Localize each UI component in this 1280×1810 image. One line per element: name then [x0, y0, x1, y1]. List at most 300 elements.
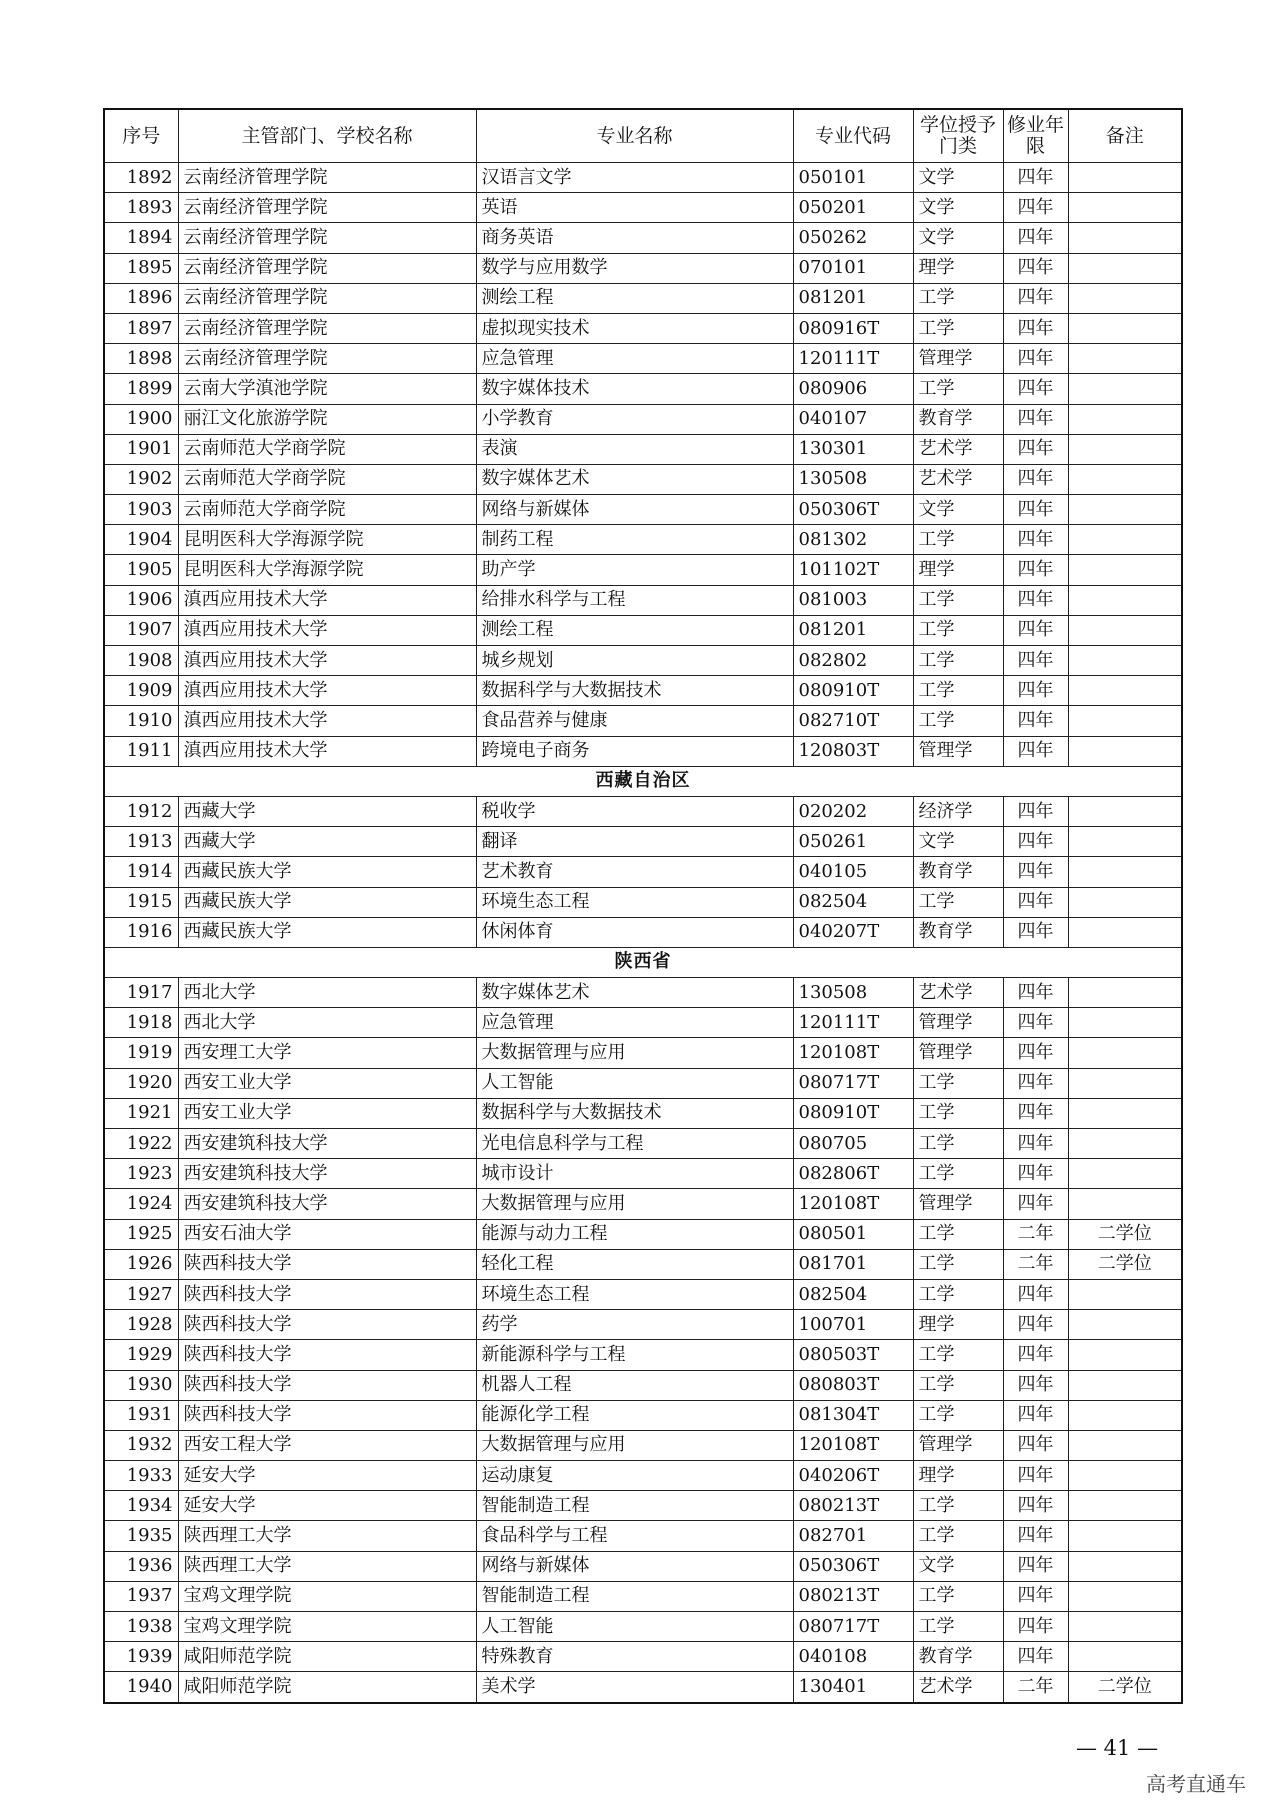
cell-years: 四年: [1003, 646, 1068, 676]
cell-school: 云南师范大学商学院: [178, 495, 476, 525]
cell-major: 大数据管理与应用: [476, 1038, 793, 1068]
cell-code: 082802: [793, 646, 913, 676]
cell-code: 081003: [793, 585, 913, 615]
cell-note: [1068, 796, 1182, 826]
cell-seq: 1895: [104, 253, 178, 283]
cell-school: 滇西应用技术大学: [178, 615, 476, 645]
cell-code: 080803T: [793, 1370, 913, 1400]
cell-code: 081701: [793, 1249, 913, 1279]
cell-school: 云南经济管理学院: [178, 344, 476, 374]
cell-note: [1068, 1279, 1182, 1309]
cell-major: 税收学: [476, 796, 793, 826]
cell-note: [1068, 223, 1182, 253]
cell-code: 040108: [793, 1642, 913, 1672]
cell-degree: 管理学: [913, 736, 1003, 766]
cell-seq: 1907: [104, 615, 178, 645]
cell-degree: 管理学: [913, 1038, 1003, 1068]
cell-major: 能源与动力工程: [476, 1219, 793, 1249]
cell-school: 滇西应用技术大学: [178, 585, 476, 615]
cell-degree: 管理学: [913, 1008, 1003, 1038]
cell-code: 120803T: [793, 736, 913, 766]
cell-note: [1068, 1129, 1182, 1159]
table-row: [104, 796, 1182, 826]
cell-seq: 1937: [104, 1581, 178, 1611]
cell-years: 四年: [1003, 555, 1068, 585]
table-row: [104, 464, 1182, 494]
table-row: [104, 978, 1182, 1008]
cell-degree: 工学: [913, 1249, 1003, 1279]
cell-degree: 经济学: [913, 796, 1003, 826]
cell-code: 040206T: [793, 1461, 913, 1491]
cell-school: 云南师范大学商学院: [178, 464, 476, 494]
cell-degree: 工学: [913, 1581, 1003, 1611]
cell-major: 数字媒体技术: [476, 374, 793, 404]
cell-note: [1068, 404, 1182, 434]
cell-school: 延安大学: [178, 1461, 476, 1491]
cell-years: 四年: [1003, 1068, 1068, 1098]
cell-major: 数据科学与大数据技术: [476, 1098, 793, 1128]
cell-major: 数学与应用数学: [476, 253, 793, 283]
cell-seq: 1927: [104, 1279, 178, 1309]
table-row: [104, 1249, 1182, 1279]
cell-note: [1068, 555, 1182, 585]
cell-seq: 1934: [104, 1491, 178, 1521]
cell-degree: 理学: [913, 253, 1003, 283]
cell-degree: 文学: [913, 495, 1003, 525]
cell-note: [1068, 464, 1182, 494]
cell-seq: 1921: [104, 1098, 178, 1128]
cell-seq: 1919: [104, 1038, 178, 1068]
cell-note: [1068, 1159, 1182, 1189]
cell-note: [1068, 1551, 1182, 1581]
section-row: [104, 947, 1182, 977]
table-row: [104, 615, 1182, 645]
cell-major: 翻译: [476, 827, 793, 857]
table-row: [104, 1491, 1182, 1521]
cell-note: [1068, 525, 1182, 555]
cell-school: 西北大学: [178, 1008, 476, 1038]
cell-major: 网络与新媒体: [476, 1551, 793, 1581]
cell-note: [1068, 615, 1182, 645]
table-row: [104, 857, 1182, 887]
cell-major: 助产学: [476, 555, 793, 585]
cell-code: 081201: [793, 283, 913, 313]
section-heading: 西藏自治区: [104, 766, 1182, 796]
cell-years: 四年: [1003, 676, 1068, 706]
cell-major: 城乡规划: [476, 646, 793, 676]
cell-seq: 1898: [104, 344, 178, 374]
cell-years: 四年: [1003, 495, 1068, 525]
cell-years: 四年: [1003, 1098, 1068, 1128]
cell-school: 陕西科技大学: [178, 1249, 476, 1279]
cell-years: 四年: [1003, 1400, 1068, 1430]
header-school: 主管部门、学校名称: [178, 109, 476, 163]
cell-degree: 教育学: [913, 917, 1003, 947]
cell-seq: 1905: [104, 555, 178, 585]
cell-note: [1068, 917, 1182, 947]
cell-school: 陕西科技大学: [178, 1400, 476, 1430]
cell-degree: 工学: [913, 585, 1003, 615]
cell-seq: 1897: [104, 313, 178, 343]
cell-code: 080705: [793, 1129, 913, 1159]
cell-degree: 工学: [913, 1370, 1003, 1400]
cell-code: 050306T: [793, 1551, 913, 1581]
cell-note: [1068, 1430, 1182, 1460]
cell-years: 四年: [1003, 163, 1068, 193]
cell-major: 应急管理: [476, 1008, 793, 1038]
cell-major: 环境生态工程: [476, 887, 793, 917]
cell-degree: 工学: [913, 1098, 1003, 1128]
cell-years: 四年: [1003, 1129, 1068, 1159]
cell-major: 城市设计: [476, 1159, 793, 1189]
cell-major: 人工智能: [476, 1612, 793, 1642]
table-row: [104, 344, 1182, 374]
cell-code: 040107: [793, 404, 913, 434]
cell-degree: 工学: [913, 283, 1003, 313]
header-seq: 序号: [104, 109, 178, 163]
cell-years: 四年: [1003, 525, 1068, 555]
cell-degree: 工学: [913, 1068, 1003, 1098]
cell-note: [1068, 313, 1182, 343]
cell-note: [1068, 1370, 1182, 1400]
cell-seq: 1912: [104, 796, 178, 826]
table-row: [104, 646, 1182, 676]
cell-code: 050306T: [793, 495, 913, 525]
cell-school: 西安建筑科技大学: [178, 1189, 476, 1219]
table-row: [104, 313, 1182, 343]
cell-years: 四年: [1003, 1038, 1068, 1068]
table-row: [104, 1219, 1182, 1249]
cell-school: 滇西应用技术大学: [178, 646, 476, 676]
header-years: 修业年限: [1003, 109, 1068, 163]
table-row: [104, 1612, 1182, 1642]
cell-degree: 工学: [913, 676, 1003, 706]
cell-code: 080910T: [793, 1098, 913, 1128]
cell-school: 云南经济管理学院: [178, 223, 476, 253]
cell-degree: 工学: [913, 1491, 1003, 1521]
cell-school: 宝鸡文理学院: [178, 1612, 476, 1642]
cell-school: 昆明医科大学海源学院: [178, 555, 476, 585]
page-number: — 41 —: [1076, 1736, 1159, 1760]
cell-code: 050261: [793, 827, 913, 857]
cell-school: 西藏民族大学: [178, 887, 476, 917]
section-heading: 陕西省: [104, 947, 1182, 977]
watermark: 高考直通车: [1146, 1772, 1246, 1796]
cell-years: 四年: [1003, 1612, 1068, 1642]
table-row: [104, 1370, 1182, 1400]
table-row: [104, 1430, 1182, 1460]
cell-note: [1068, 374, 1182, 404]
cell-code: 081304T: [793, 1400, 913, 1430]
cell-code: 040207T: [793, 917, 913, 947]
cell-code: 100701: [793, 1310, 913, 1340]
cell-major: 药学: [476, 1310, 793, 1340]
cell-school: 丽江文化旅游学院: [178, 404, 476, 434]
cell-years: 四年: [1003, 736, 1068, 766]
cell-seq: 1920: [104, 1068, 178, 1098]
cell-note: [1068, 585, 1182, 615]
cell-seq: 1935: [104, 1521, 178, 1551]
cell-note: [1068, 827, 1182, 857]
cell-years: 四年: [1003, 887, 1068, 917]
cell-code: 040105: [793, 857, 913, 887]
cell-degree: 工学: [913, 1400, 1003, 1430]
cell-years: 四年: [1003, 857, 1068, 887]
cell-major: 大数据管理与应用: [476, 1430, 793, 1460]
cell-degree: 管理学: [913, 1189, 1003, 1219]
cell-years: 四年: [1003, 313, 1068, 343]
cell-years: 四年: [1003, 1310, 1068, 1340]
table-row: [104, 374, 1182, 404]
cell-degree: 艺术学: [913, 1672, 1003, 1703]
cell-degree: 工学: [913, 646, 1003, 676]
cell-code: 101102T: [793, 555, 913, 585]
cell-note: [1068, 1461, 1182, 1491]
cell-school: 陕西科技大学: [178, 1340, 476, 1370]
cell-degree: 理学: [913, 555, 1003, 585]
cell-school: 陕西理工大学: [178, 1551, 476, 1581]
cell-degree: 工学: [913, 525, 1003, 555]
cell-degree: 工学: [913, 1521, 1003, 1551]
cell-degree: 文学: [913, 1551, 1003, 1581]
cell-years: 四年: [1003, 344, 1068, 374]
cell-major: 测绘工程: [476, 615, 793, 645]
cell-school: 陕西科技大学: [178, 1279, 476, 1309]
header-code: 专业代码: [793, 109, 913, 163]
cell-degree: 工学: [913, 887, 1003, 917]
cell-code: 080213T: [793, 1491, 913, 1521]
cell-note: 二学位: [1068, 1672, 1182, 1703]
cell-degree: 工学: [913, 374, 1003, 404]
table-row: [104, 1551, 1182, 1581]
table-row: [104, 1189, 1182, 1219]
cell-years: 四年: [1003, 1279, 1068, 1309]
cell-note: [1068, 736, 1182, 766]
cell-major: 虚拟现实技术: [476, 313, 793, 343]
table-row: [104, 917, 1182, 947]
table-row: [104, 525, 1182, 555]
cell-note: [1068, 434, 1182, 464]
cell-major: 食品营养与健康: [476, 706, 793, 736]
cell-major: 环境生态工程: [476, 1279, 793, 1309]
cell-code: 120111T: [793, 1008, 913, 1038]
table-row: [104, 827, 1182, 857]
cell-seq: 1910: [104, 706, 178, 736]
cell-code: 082504: [793, 1279, 913, 1309]
header-note: 备注: [1068, 109, 1182, 163]
cell-years: 二年: [1003, 1672, 1068, 1703]
cell-seq: 1933: [104, 1461, 178, 1491]
cell-seq: 1914: [104, 857, 178, 887]
cell-school: 西藏大学: [178, 796, 476, 826]
cell-years: 四年: [1003, 464, 1068, 494]
cell-years: 四年: [1003, 434, 1068, 464]
table-row: [104, 1159, 1182, 1189]
cell-major: 网络与新媒体: [476, 495, 793, 525]
cell-degree: 工学: [913, 1219, 1003, 1249]
cell-seq: 1894: [104, 223, 178, 253]
cell-note: [1068, 978, 1182, 1008]
cell-major: 制药工程: [476, 525, 793, 555]
cell-note: 二学位: [1068, 1219, 1182, 1249]
table-row: [104, 1310, 1182, 1340]
cell-note: 二学位: [1068, 1249, 1182, 1279]
cell-school: 云南经济管理学院: [178, 163, 476, 193]
table-row: [104, 163, 1182, 193]
cell-code: 080501: [793, 1219, 913, 1249]
cell-school: 西安工业大学: [178, 1068, 476, 1098]
cell-degree: 文学: [913, 163, 1003, 193]
cell-major: 光电信息科学与工程: [476, 1129, 793, 1159]
cell-degree: 工学: [913, 1129, 1003, 1159]
table-row: [104, 283, 1182, 313]
cell-code: 080916T: [793, 313, 913, 343]
table-header-row: [104, 109, 1182, 163]
majors-table: [103, 108, 1183, 1704]
cell-degree: 文学: [913, 827, 1003, 857]
cell-seq: 1918: [104, 1008, 178, 1038]
table-row: [104, 706, 1182, 736]
cell-major: 智能制造工程: [476, 1581, 793, 1611]
cell-school: 云南经济管理学院: [178, 283, 476, 313]
cell-note: [1068, 887, 1182, 917]
cell-major: 表演: [476, 434, 793, 464]
table-row: [104, 887, 1182, 917]
cell-note: [1068, 163, 1182, 193]
table-row: [104, 223, 1182, 253]
cell-major: 运动康复: [476, 1461, 793, 1491]
cell-years: 四年: [1003, 1189, 1068, 1219]
table-row: [104, 1400, 1182, 1430]
cell-code: 082504: [793, 887, 913, 917]
cell-seq: 1893: [104, 193, 178, 223]
cell-school: 西安工程大学: [178, 1430, 476, 1460]
cell-years: 四年: [1003, 585, 1068, 615]
cell-years: 四年: [1003, 1340, 1068, 1370]
table-row: [104, 1642, 1182, 1672]
cell-seq: 1938: [104, 1612, 178, 1642]
cell-years: 四年: [1003, 1521, 1068, 1551]
cell-seq: 1916: [104, 917, 178, 947]
cell-major: 智能制造工程: [476, 1491, 793, 1521]
table-row: [104, 736, 1182, 766]
cell-school: 滇西应用技术大学: [178, 736, 476, 766]
table-row: [104, 1581, 1182, 1611]
cell-code: 080910T: [793, 676, 913, 706]
cell-note: [1068, 1098, 1182, 1128]
table-row: [104, 1279, 1182, 1309]
cell-school: 宝鸡文理学院: [178, 1581, 476, 1611]
cell-degree: 工学: [913, 1340, 1003, 1370]
cell-years: 四年: [1003, 1430, 1068, 1460]
cell-years: 二年: [1003, 1219, 1068, 1249]
cell-degree: 艺术学: [913, 978, 1003, 1008]
cell-years: 四年: [1003, 223, 1068, 253]
cell-school: 云南经济管理学院: [178, 193, 476, 223]
cell-code: 120108T: [793, 1430, 913, 1460]
cell-degree: 艺术学: [913, 434, 1003, 464]
cell-seq: 1896: [104, 283, 178, 313]
cell-years: 四年: [1003, 796, 1068, 826]
cell-years: 四年: [1003, 917, 1068, 947]
cell-seq: 1906: [104, 585, 178, 615]
cell-note: [1068, 283, 1182, 313]
cell-major: 特殊教育: [476, 1642, 793, 1672]
cell-seq: 1932: [104, 1430, 178, 1460]
cell-school: 西安石油大学: [178, 1219, 476, 1249]
table-row: [104, 676, 1182, 706]
cell-note: [1068, 1310, 1182, 1340]
cell-note: [1068, 193, 1182, 223]
cell-degree: 教育学: [913, 857, 1003, 887]
table-body: [104, 163, 1182, 1703]
table-row: [104, 193, 1182, 223]
cell-school: 云南经济管理学院: [178, 313, 476, 343]
cell-years: 四年: [1003, 978, 1068, 1008]
cell-major: 新能源科学与工程: [476, 1340, 793, 1370]
cell-code: 081302: [793, 525, 913, 555]
cell-code: 070101: [793, 253, 913, 283]
cell-code: 082701: [793, 1521, 913, 1551]
cell-note: [1068, 1008, 1182, 1038]
cell-seq: 1904: [104, 525, 178, 555]
cell-years: 四年: [1003, 1159, 1068, 1189]
table-row: [104, 1521, 1182, 1551]
cell-note: [1068, 676, 1182, 706]
table-row: [104, 585, 1182, 615]
cell-school: 陕西理工大学: [178, 1521, 476, 1551]
cell-note: [1068, 857, 1182, 887]
cell-school: 西北大学: [178, 978, 476, 1008]
cell-major: 英语: [476, 193, 793, 223]
cell-school: 延安大学: [178, 1491, 476, 1521]
table-row: [104, 1008, 1182, 1038]
cell-note: [1068, 646, 1182, 676]
cell-seq: 1892: [104, 163, 178, 193]
cell-degree: 教育学: [913, 404, 1003, 434]
cell-code: 120108T: [793, 1189, 913, 1219]
cell-seq: 1928: [104, 1310, 178, 1340]
cell-school: 西藏民族大学: [178, 917, 476, 947]
cell-seq: 1911: [104, 736, 178, 766]
cell-school: 西安建筑科技大学: [178, 1129, 476, 1159]
cell-major: 跨境电子商务: [476, 736, 793, 766]
cell-years: 四年: [1003, 404, 1068, 434]
cell-major: 人工智能: [476, 1068, 793, 1098]
cell-years: 四年: [1003, 1551, 1068, 1581]
section-row: [104, 766, 1182, 796]
cell-code: 130508: [793, 464, 913, 494]
cell-seq: 1902: [104, 464, 178, 494]
table-row: [104, 434, 1182, 464]
cell-school: 西藏民族大学: [178, 857, 476, 887]
cell-seq: 1923: [104, 1159, 178, 1189]
cell-code: 081201: [793, 615, 913, 645]
cell-degree: 管理学: [913, 344, 1003, 374]
cell-years: 四年: [1003, 253, 1068, 283]
cell-years: 四年: [1003, 374, 1068, 404]
cell-seq: 1922: [104, 1129, 178, 1159]
cell-major: 大数据管理与应用: [476, 1189, 793, 1219]
cell-years: 四年: [1003, 615, 1068, 645]
cell-years: 四年: [1003, 1370, 1068, 1400]
cell-note: [1068, 495, 1182, 525]
cell-school: 昆明医科大学海源学院: [178, 525, 476, 555]
cell-code: 020202: [793, 796, 913, 826]
cell-years: 四年: [1003, 827, 1068, 857]
cell-years: 四年: [1003, 283, 1068, 313]
cell-note: [1068, 1581, 1182, 1611]
